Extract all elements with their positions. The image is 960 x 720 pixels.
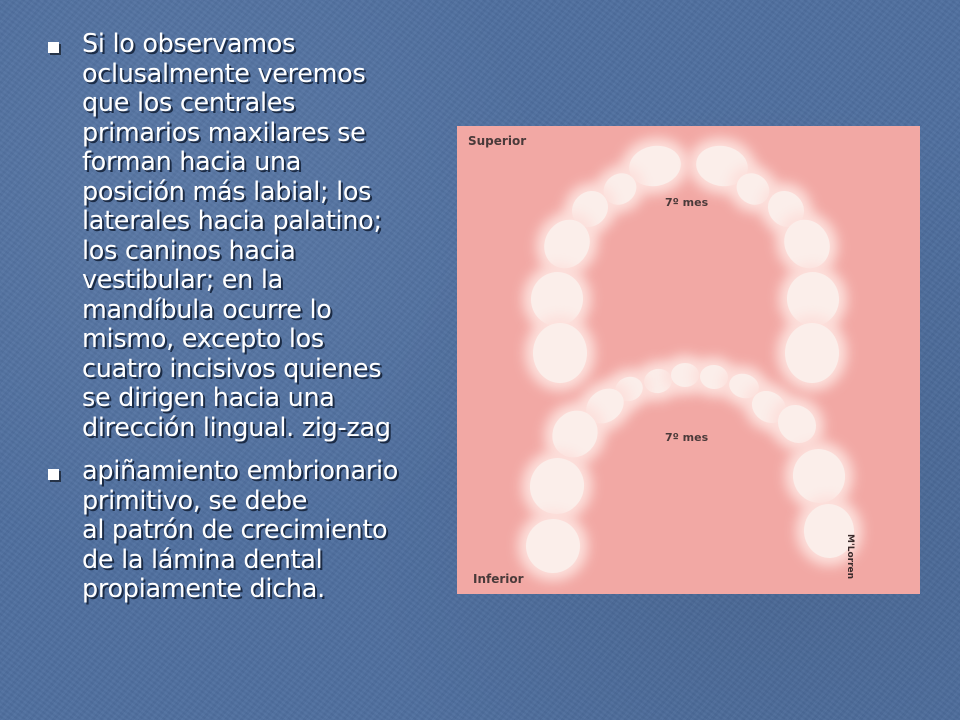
tooth bbox=[533, 323, 587, 383]
dental-arch-figure bbox=[457, 126, 920, 594]
month-label-lower: 7º mes bbox=[665, 431, 709, 444]
bullet-text: Si lo observamos oclusalmente veremos que los centrales primarios maxilares se forman hacia una posición más labial; los laterales hacia palatino; los caninos hacia vestibular; en la mandíbula ocurre lo mismo, excepto los cuatro incisivos quienes se dirigen hacia una dirección lingual. zig-zag bbox=[82, 29, 391, 443]
superior-label: Superior bbox=[468, 134, 527, 148]
inferior-label: Inferior bbox=[473, 572, 524, 586]
bullet-text: apiñamiento embrionario primitivo, se debe al patrón de crecimiento de la lámina dental propiamente dicha. bbox=[82, 456, 399, 604]
bullet-list bbox=[42, 30, 450, 619]
upper-arch bbox=[517, 133, 852, 391]
square-bullet-icon bbox=[48, 42, 59, 53]
month-label-upper: 7º mes bbox=[665, 196, 709, 209]
bullet-item bbox=[42, 457, 450, 605]
tooth bbox=[785, 323, 839, 383]
bullet-item bbox=[42, 30, 450, 443]
square-bullet-icon bbox=[48, 469, 59, 480]
artist-signature: M'Lorren bbox=[845, 534, 855, 580]
